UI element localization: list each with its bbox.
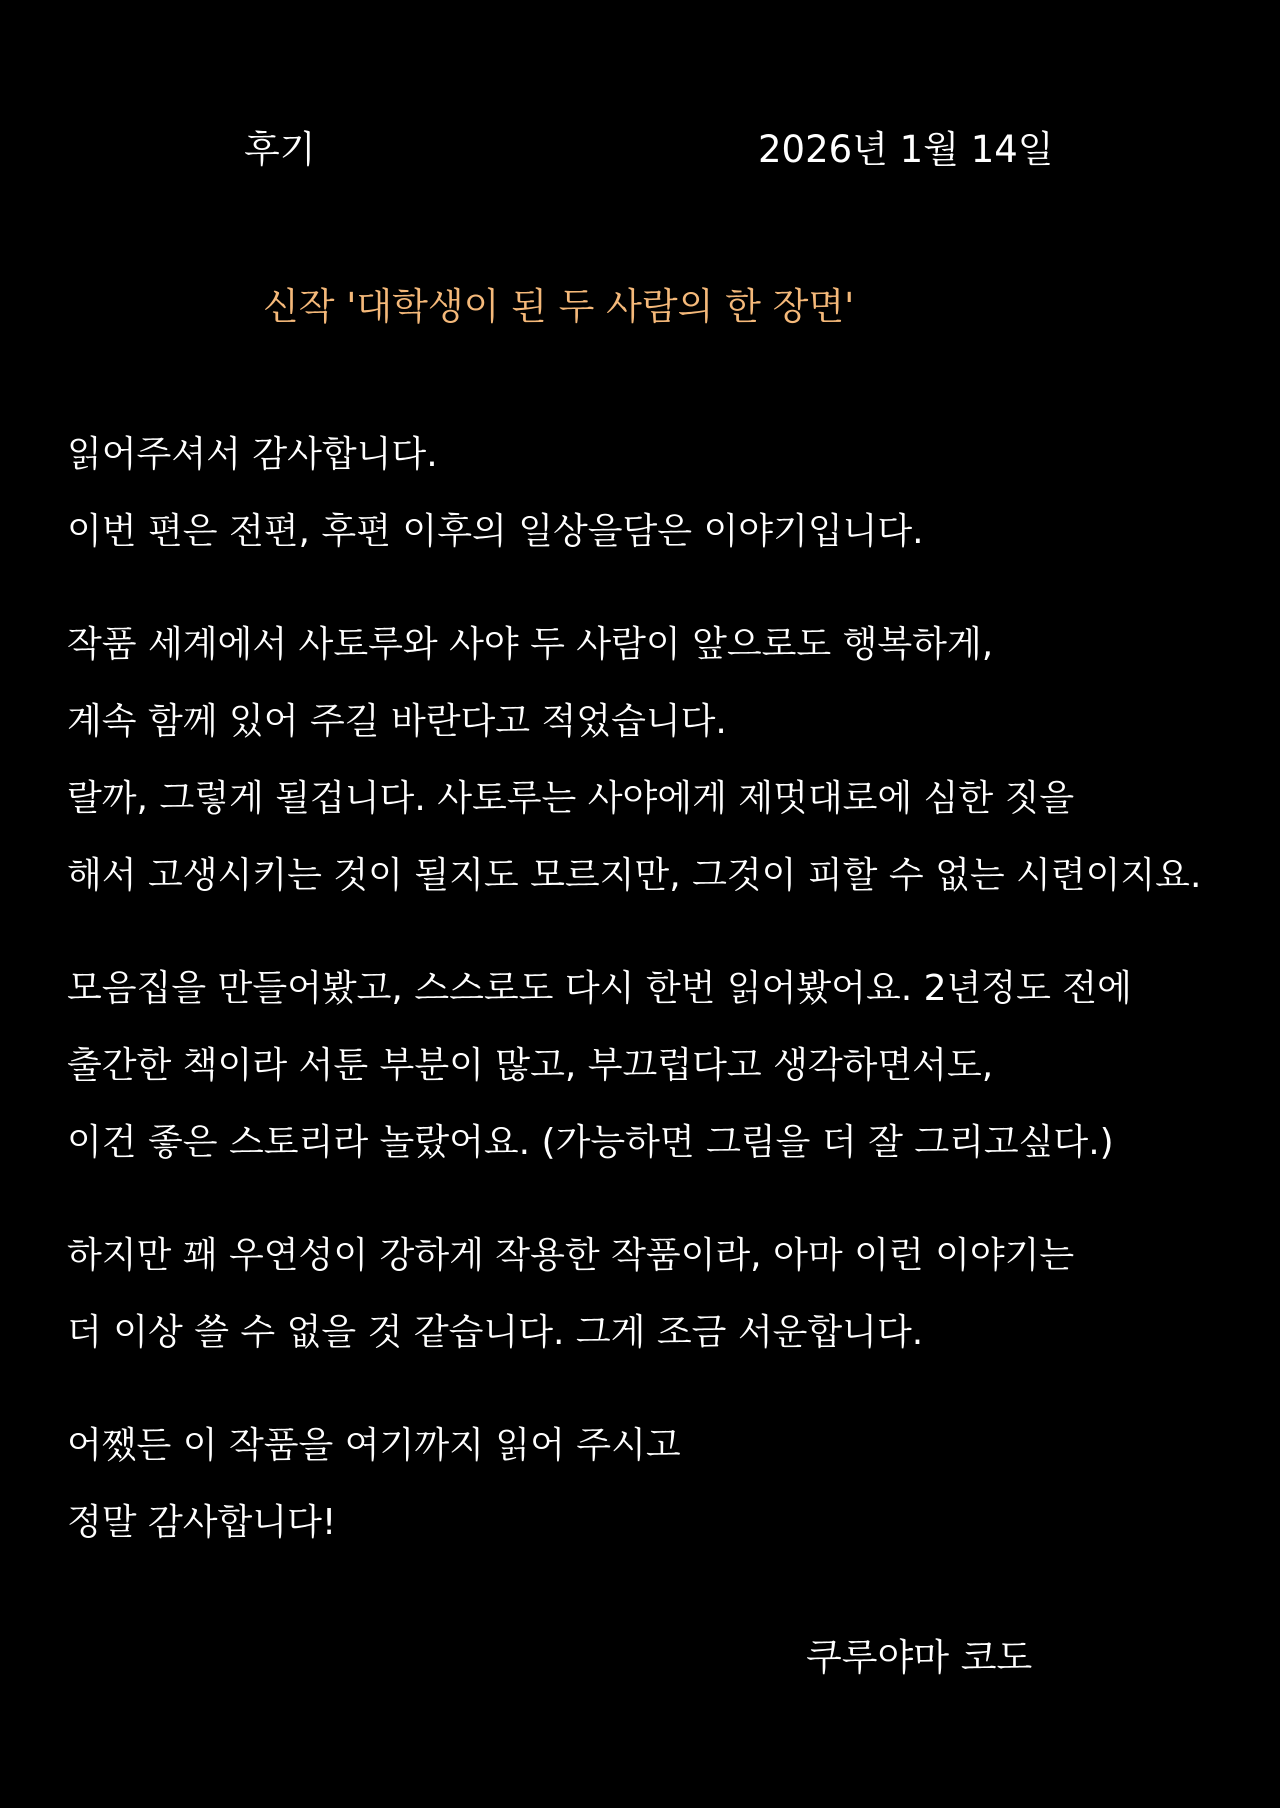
- paragraph-gap: [67, 914, 1277, 950]
- paragraph-gap: [67, 1181, 1277, 1217]
- paragraph-collection: [67, 950, 1277, 1181]
- paragraph-closing: [67, 1407, 1277, 1561]
- paragraph-chance: [67, 1217, 1277, 1371]
- author-signature: 쿠루야마 코도: [806, 1636, 1033, 1679]
- body-line: 모음집을 만들어봤고, 스스로도 다시 한번 읽어봤어요. 2년정도 전에: [67, 968, 1132, 1009]
- paragraph-wish: [67, 606, 1277, 914]
- afterword-body: [67, 416, 1277, 1561]
- body-line: 읽어주셔서 감사합니다.: [67, 434, 438, 475]
- body-line: 작품 세계에서 사토루와 사야 두 사람이 앞으로도 행복하게,: [67, 624, 994, 665]
- work-title: 신작 '대학생이 된 두 사람의 한 장면': [263, 285, 855, 328]
- body-line: 계속 함께 있어 주길 바란다고 적었습니다.: [67, 701, 727, 742]
- body-line: 이건 좋은 스토리라 놀랐어요. (가능하면 그림을 더 잘 그리고싶다.): [67, 1122, 1114, 1163]
- date-label: 2026년 1월 14일: [758, 128, 1054, 171]
- body-line: 해서 고생시키는 것이 될지도 모르지만, 그것이 피할 수 없는 시련이지요.: [67, 855, 1202, 896]
- paragraph-thanks: [67, 416, 1277, 570]
- body-line: 출간한 책이라 서툰 부분이 많고, 부끄럽다고 생각하면서도,: [67, 1045, 994, 1086]
- body-line: 이번 편은 전편, 후편 이후의 일상을담은 이야기입니다.: [67, 511, 924, 552]
- body-line: 더 이상 쓸 수 없을 것 같습니다. 그게 조금 서운합니다.: [67, 1312, 924, 1353]
- page-heading: 후기: [244, 128, 316, 171]
- body-line: 하지만 꽤 우연성이 강하게 작용한 작품이라, 아마 이런 이야기는: [67, 1235, 1075, 1276]
- paragraph-gap: [67, 1371, 1277, 1407]
- paragraph-gap: [67, 570, 1277, 606]
- body-line: 랄까, 그렇게 될겁니다. 사토루는 사야에게 제멋대로에 심한 짓을: [67, 778, 1075, 819]
- body-line: 정말 감사합니다!: [67, 1502, 337, 1543]
- body-line: 어쨌든 이 작품을 여기까지 읽어 주시고: [67, 1425, 681, 1466]
